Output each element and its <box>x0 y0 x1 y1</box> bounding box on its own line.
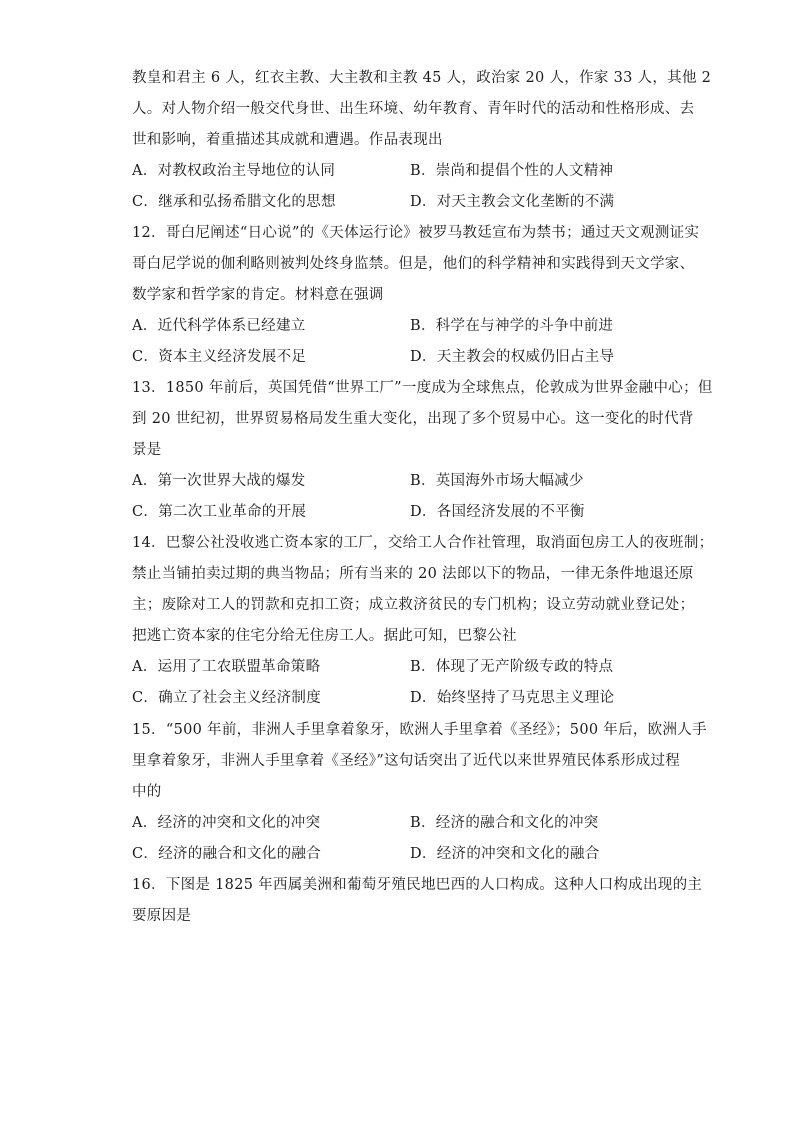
question-stem-line: 要原因是 <box>132 908 192 924</box>
option-c: C．资本主义经济发展不足 <box>132 349 307 365</box>
option-a: A．经济的冲突和文化的冲突 <box>132 815 321 831</box>
option-b: B．经济的融合和文化的冲突 <box>410 815 599 831</box>
question-stem-line: 主；废除对工人的罚款和克扣工资；成立救济贫民的专门机构；设立劳动就业登记处； <box>132 597 695 613</box>
question-stem-line: 教皇和君主 6 人，红衣主教、大主教和主教 45 人，政治家 20 人，作家 33 人，其他 2 <box>132 70 712 86</box>
question-stem-line: 哥白尼学说的伽利略则被判处终身监禁。但是，他们的科学精神和实践得到天文学家、 <box>132 256 695 272</box>
question-stem-line: 数学家和哲学家的肯定。材料意在强调 <box>132 287 384 303</box>
option-a: A．对教权政治主导地位的认同 <box>132 163 336 179</box>
question-stem-line: 15．“500 年前，非洲人手里拿着象牙，欧洲人手里拿着《圣经》；500 年后，欧洲人手 <box>132 722 707 738</box>
question-stem-line: 中的 <box>132 784 162 800</box>
question-stem-line: 13．1850 年前后，英国凭借“世界工厂”一度成为全球焦点，伦敦成为世界金融中心；但 <box>132 380 713 396</box>
option-c: C．经济的融合和文化的融合 <box>132 846 321 862</box>
option-a: A．第一次世界大战的爆发 <box>132 473 306 489</box>
question-stem-line: 16．下图是 1825 年西属美洲和葡萄牙殖民地巴西的人口构成。这种人口构成出现的主 <box>132 877 703 893</box>
option-a: A．运用了工农联盟革命策略 <box>132 659 321 675</box>
question-stem-line: 到 20 世纪初，世界贸易格局发生重大变化，出现了多个贸易中心。这一变化的时代背 <box>132 411 694 427</box>
option-b: B．体现了无产阶级专政的特点 <box>410 659 614 675</box>
option-c: C．第二次工业革命的开展 <box>132 504 307 520</box>
option-b: B．科学在与神学的斗争中前进 <box>410 318 614 334</box>
option-b: B．崇尚和提倡个性的人文精神 <box>410 163 614 179</box>
option-d: D．对天主教会文化垄断的不满 <box>410 194 615 210</box>
question-stem-line: 景是 <box>132 442 162 458</box>
option-d: D．始终坚持了马克思主义理论 <box>410 690 615 706</box>
question-stem-line: 人。对人物介绍一般交代身世、出生环境、幼年教育、青年时代的活动和性格形成、去 <box>132 101 695 117</box>
question-stem-line: 12．哥白尼阐述“日心说”的《天体运行论》被罗马教廷宣布为禁书；通过天文观测证实 <box>132 225 700 241</box>
option-a: A．近代科学体系已经建立 <box>132 318 306 334</box>
option-d: D．经济的冲突和文化的融合 <box>410 846 600 862</box>
option-d: D．天主教会的权威仍旧占主导 <box>410 349 615 365</box>
option-c: C．确立了社会主义经济制度 <box>132 690 321 706</box>
question-stem-line: 世和影响，着重描述其成就和遭遇。作品表现出 <box>132 132 443 148</box>
question-stem-line: 把逃亡资本家的住宅分给无住房工人。据此可知，巴黎公社 <box>132 628 517 644</box>
option-d: D．各国经济发展的不平衡 <box>410 504 585 520</box>
option-b: B．英国海外市场大幅减少 <box>410 473 584 489</box>
question-stem-line: 14．巴黎公社没收逃亡资本家的工厂，交给工人合作社管理，取消面包房工人的夜班制； <box>132 535 714 551</box>
question-stem-line: 里拿着象牙，非洲人手里拿着《圣经》”这句话突出了近代以来世界殖民体系形成过程 <box>132 753 681 769</box>
question-stem-line: 禁止当铺拍卖过期的典当物品；所有当来的 20 法郎以下的物品，一律无条件地退还原 <box>132 566 694 582</box>
option-c: C．继承和弘扬希腊文化的思想 <box>132 194 336 210</box>
